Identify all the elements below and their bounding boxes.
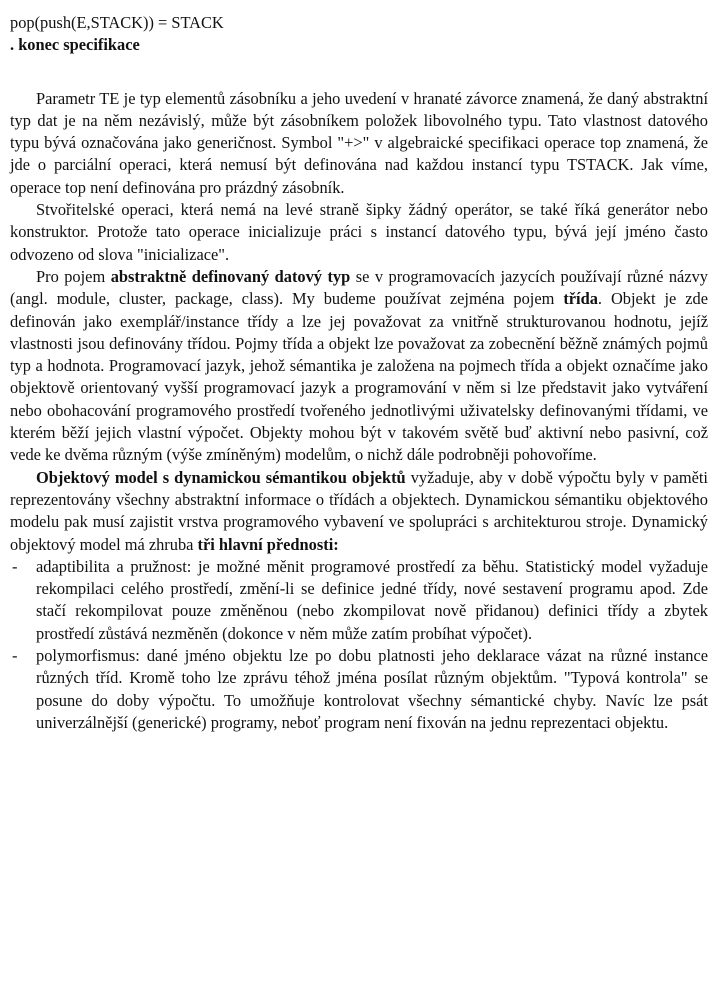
paragraph-text: Pro pojem bbox=[36, 266, 111, 286]
paragraph-constructor: Stvořitelské operaci, která nemá na levé straně šipky žádný operátor, se také říká generátor nebo konstruktor. Protože tato operace inicializuje práci s instancí datového typu, bývá její jméno často odvozeno od slova "inicializace". bbox=[10, 200, 708, 264]
paragraph-parameter-te: Parametr TE je typ elementů zásobníku a jeho uvedení v hranaté závorce znamená, že daný abstraktní typ dat je na něm nezávislý, může být zásobníkem položek libovolného typu. Tato vlastnost datového typu bývá označována jako generičnost. Symbol "+>" v algebraické specifikaci operace top znamená, že jde o parciální operaci, která nemusí být definována nad každou instancí typu TSTACK. Jak víme, operace top není definována pro prázdný zásobník. bbox=[10, 88, 708, 197]
paragraph-dynamic-model bbox=[10, 467, 708, 556]
term-abstract-data-type: abstraktně definovaný datový typ bbox=[110, 266, 351, 286]
stack-axiom: pop(push(E,STACK)) = STACK bbox=[10, 13, 224, 32]
paragraph-text: vyžaduje, aby v době výpočtu byly v paměti reprezentovány všechny abstraktní informace o třídách a objektech. Dynamickou sémantiku objektového modelu pak musí zajistit vrstva programového vybavení ve spolupráci s architekturou stroje. Dynamický objektový model má zhruba bbox=[10, 467, 708, 554]
list-dash: - bbox=[12, 556, 18, 576]
paragraph-text: se v programovacích jazycích používají různé názvy (angl. module, cluster, package, class). My budeme používat zejména pojem bbox=[10, 266, 708, 309]
term-class: třída bbox=[563, 289, 598, 309]
paragraph-abstract-type bbox=[10, 266, 708, 467]
list-item-text: adaptibilita a pružnost: je možné měnit programové prostředí za běhu. Statistický model vyžaduje rekompilaci celého prostředí, změní-li se definice jedné třídy, nové sestavení programu apod. Zde stačí rekompilovat pouze změněnou (nebo zkompilovat nově přidanou) definici třídy a zbytek prostředí zůstává nezměněn (dokonce v něm může zatím probíhat výpočet). bbox=[36, 556, 708, 643]
paragraph-text: . Objekt je zde definován jako exemplář/instance třídy a lze jej považovat za vnitřně strukturovanou hodnotu, jejíž vlastnosti jsou definovány třídou. Pojmy třída a objekt lze považovat za zobecnění běžně známých pojmů typ a hodnota. Programovací jazyk, jehož sémantika je založena na pojmech třída a objekt označíme jako objektově orientovaný vyšší programovací jazyk a programování v něm si lze představit jako vytváření nebo obohacování programového prostředí tvořeného jednotlivými uživatelsky definovanými třídami, ve kterém běží jejich vlastní výpočet. Objekty mohou být v takovém světě buď aktivní nebo pasivní, což vede ke dvěma různým (výše zmíněným) modelům, o nichž dále podrobněji pohovoříme. bbox=[10, 289, 708, 465]
list-item-text: polymorfismus: dané jméno objektu lze po dobu platnosti jeho deklarace vázat na různé instance různých tříd. Kromě toho lze zprávu téhož jména posílat různým objektům. "Typová kontrola" se posune do doby výpočtu. To umožňuje kontrolovat všechny sémantické chyby. Navíc lze psát univerzálnější (generické) programy, neboť program není fixován na jednu reprezentaci objektu. bbox=[36, 646, 708, 732]
specification-end: . konec specifikace bbox=[10, 35, 140, 55]
list-item bbox=[10, 556, 708, 645]
term-dynamic-object-model: Objektový model s dynamickou sémantikou objektů bbox=[36, 467, 406, 487]
list-item bbox=[10, 645, 708, 734]
advantages-list bbox=[10, 556, 708, 734]
term-three-advantages: tři hlavní přednosti: bbox=[197, 534, 339, 554]
list-dash: - bbox=[12, 646, 18, 666]
